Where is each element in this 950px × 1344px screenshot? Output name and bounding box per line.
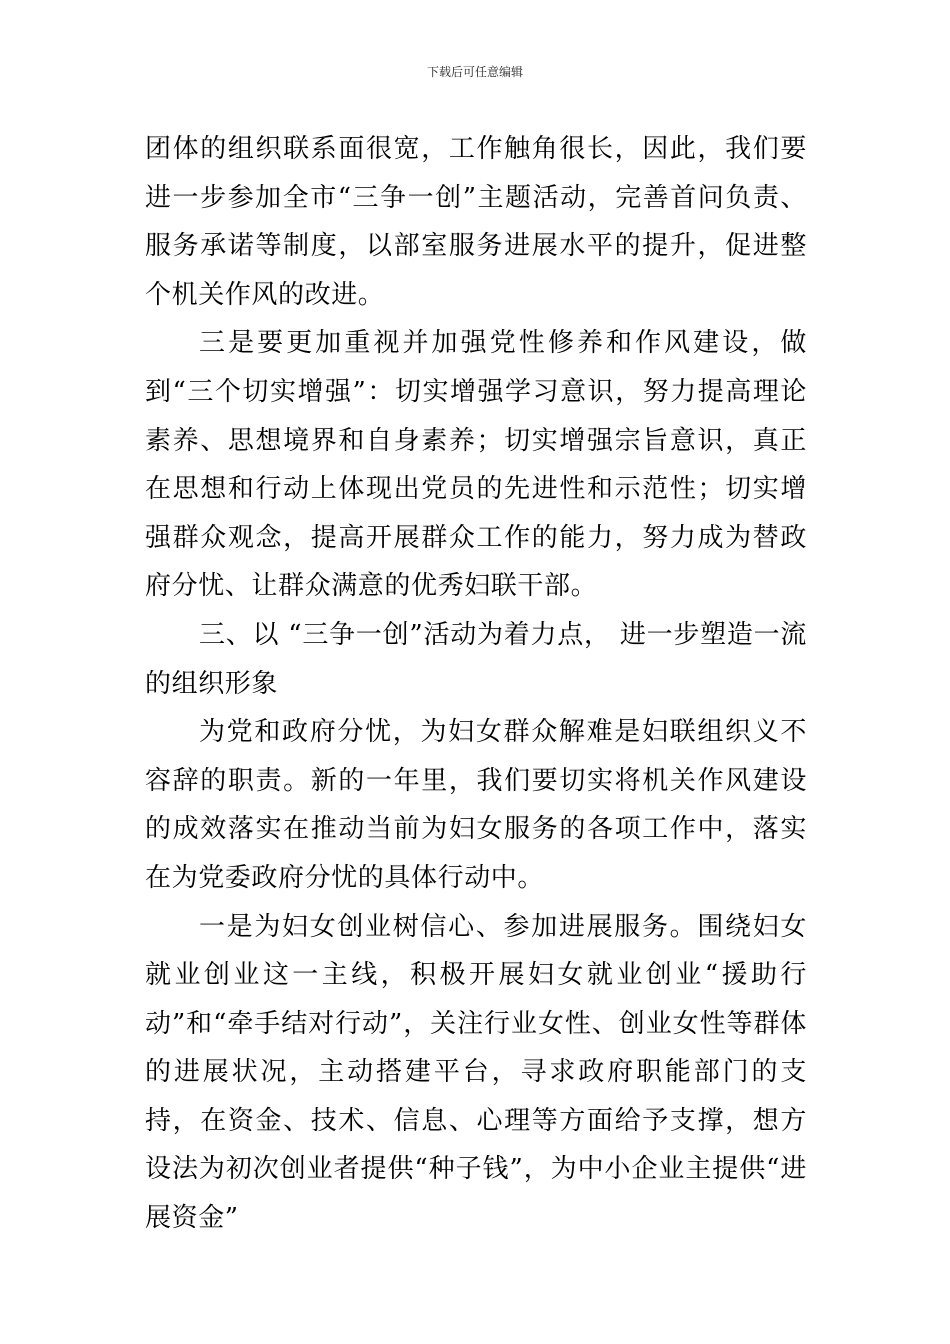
paragraph-1: 团体的组织联系面很宽，工作触角很长，因此，我们要进一步参加全市“三争一创”主题活动，完善首问负责、服务承诺等制度，以部室服务进展水平的提升，促进整个机关作风的改进。 — [145, 134, 807, 310]
paragraph-2: 三是要更加重视并加强党性修养和作风建设，做到“三个切实增强”：切实增强学习意识，努力提高理论素养、思想境界和自身素养；切实增强宗旨意识，真正在思想和行动上体现出党员的先进性和示范性；切实增强群众观念，提高开展群众工作的能力，努力成为替政府分忧、让群众满意的优秀妇联干部。 — [145, 328, 807, 602]
paragraph-3: 为党和政府分忧，为妇女群众解难是妇联组织义不容辞的职责。新的一年里，我们要切实将机关作风建设的成效落实在推动当前为妇女服务的各项工作中，落实在为党委政府分忧的具体行动中。 — [145, 717, 807, 893]
section-heading: 三、以 “三争一创”活动为着力点， 进一步塑造一流的组织形象 — [145, 619, 807, 699]
page-header: 下载后可任意编辑 — [426, 65, 523, 79]
document-body — [145, 125, 807, 1243]
paragraph-4: 一是为妇女创业树信心、参加进展服务。围绕妇女就业创业这一主线，积极开展妇女就业创业“援助行动”和“牵手结对行动”，关注行业女性、创业女性等群体的进展状况，主动搭建平台，寻求政府职能部门的支持，在资金、技术、信息、心理等方面给予支撑，想方设法为初次创业者提供“种子钱”，为中小企业主提供“进展资金” — [145, 911, 807, 1234]
